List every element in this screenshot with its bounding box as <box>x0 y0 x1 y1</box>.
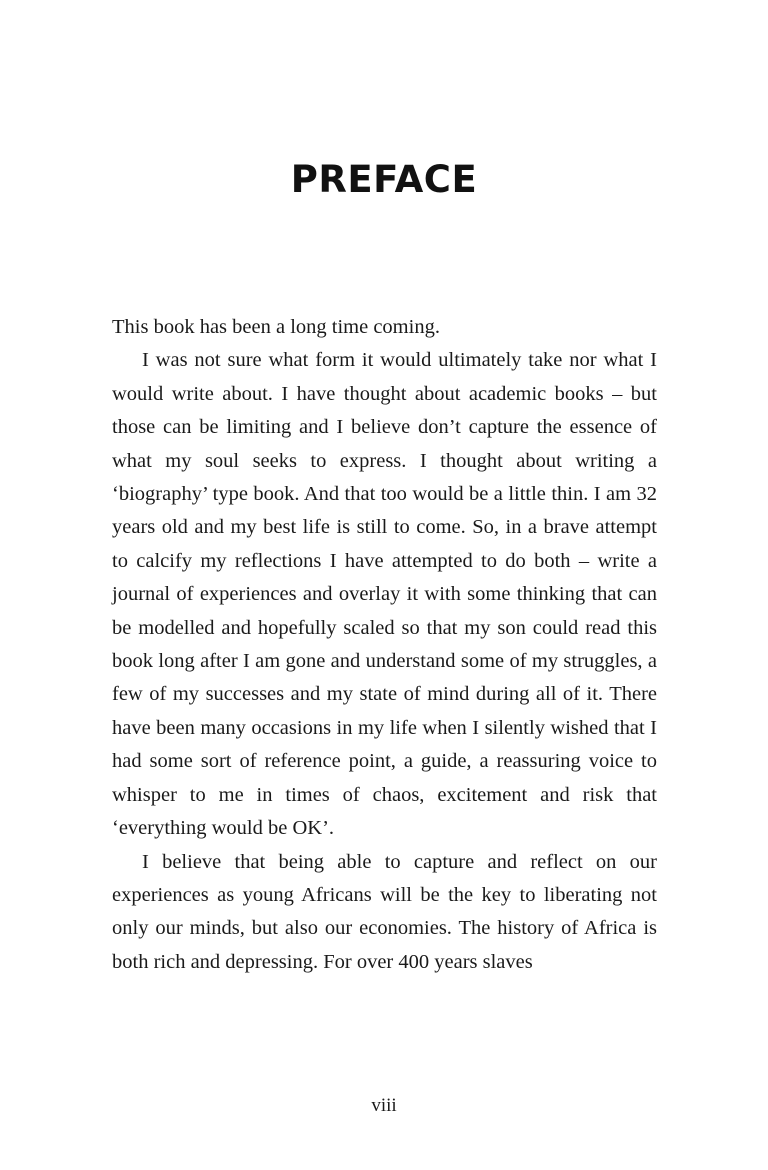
paragraph-africa: I believe that being able to capture and reflect on our experiences as young Africans will be the key to liberating not only our minds, but also our economies. The history of Africa is both rich and depressing. For over 400 years slaves <box>112 850 657 973</box>
preface-body <box>112 311 657 979</box>
paragraph-reflection: I was not sure what form it would ultimately take nor what I would write about. I have thought about academic books – but those can be limiting and I believe don’t capture the essence of what my soul seeks to express. I thought about writing a ‘biography’ type book. And that too would be a little thin. I am 32 years old and my best life is still to come. So, in a brave attempt to calcify my reflections I have attempted to do both – write a journal of experiences and overlay it with some thinking that can be modelled and hopefully scaled so that my son could read this book long after I am gone and understand some of my struggles, a few of my successes and my state of mind during all of it. There have been many occasions in my life when I silently wished that I had some sort of reference point, a guide, a reassuring voice to whisper to me in times of chaos, excitement and risk that ‘everything would be OK’. <box>112 349 657 840</box>
paragraph-opening: This book has been a long time coming. <box>112 316 440 338</box>
page-title: PREFACE <box>290 158 478 201</box>
page-number: viii <box>371 1095 397 1116</box>
